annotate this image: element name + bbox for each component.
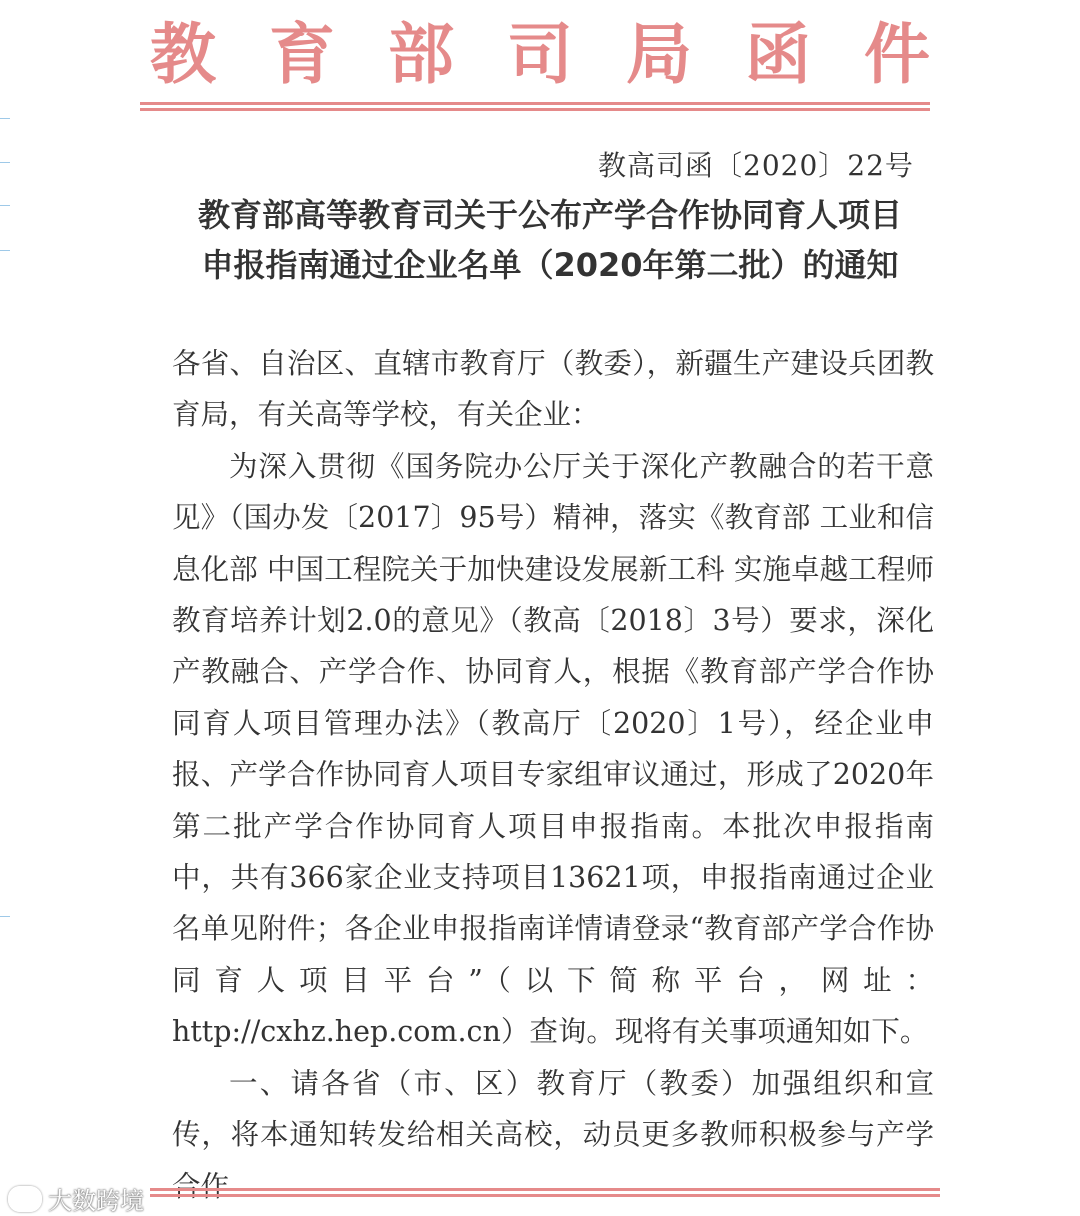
letterhead-char: 函 [745,14,811,93]
margin-mark [0,118,10,119]
body-paragraph-2: 一、请各省（市、区）教育厅（教委）加强组织和宣传，将本通知转发给相关高校，动员更多教师积极参与产学合作 [172,1066,934,1203]
document-title-line-1: 教育部高等教育司关于公布产学合作协同育人项目 [197,196,902,234]
letterhead-char: 件 [864,14,930,93]
document-body [172,338,934,1212]
letterhead-char: 司 [507,14,573,93]
document-number: 教高司函〔2020〕22号 [598,149,914,182]
letterhead-char: 教 [150,14,216,93]
document-title-line-2: 申报指南通过企业名单（2020年第二批）的通知 [201,246,899,284]
letterhead-char: 部 [388,14,454,93]
watermark [8,1181,144,1216]
body-paragraph-1: 为深入贯彻《国务院办公厅关于深化产教融合的若干意见》（国办发〔2017〕95号）精神，落实《教育部 工业和信息化部 中国工程院关于加快建设发展新工科 实施卓越工程师教育培养计划2.0的意见》（教高〔2018〕3号）要求，深化产教融合、产学合作、协同育人，根据《教育部产学合作协同育人项目管理办法》（教高厅〔2020〕1号），经企业申报、产学合作协同育人项目专家组审议通过，形成了2020年第二批产学合作协同育人项目申报指南。本批次申报指南中，共有366家企业支持项目13621项，申报指南通过企业名单见附件；各企业申报指南详情请登录“教育部产学合作协同育人项目平台”（以下简称平台，网址：http://cxhz.hep.com.cn）查询。现将有关事项通知如下。 [172,449,934,1049]
margin-mark [0,205,10,206]
letterhead-char: 育 [269,14,335,93]
letterhead-divider [140,102,930,111]
salutation: 各省、自治区、直辖市教育厅（教委），新疆生产建设兵团教育局，有关高等学校，有关企业： [172,347,934,432]
letterhead-title [150,8,930,93]
watermark-text: 大数跨境 [48,1187,144,1215]
letterhead-char: 局 [626,14,692,93]
margin-mark [0,250,10,251]
document-title [150,190,950,290]
margin-mark [0,162,10,163]
margin-mark [0,916,10,917]
footer-divider [150,1188,940,1197]
watermark-logo-icon [8,1186,42,1212]
